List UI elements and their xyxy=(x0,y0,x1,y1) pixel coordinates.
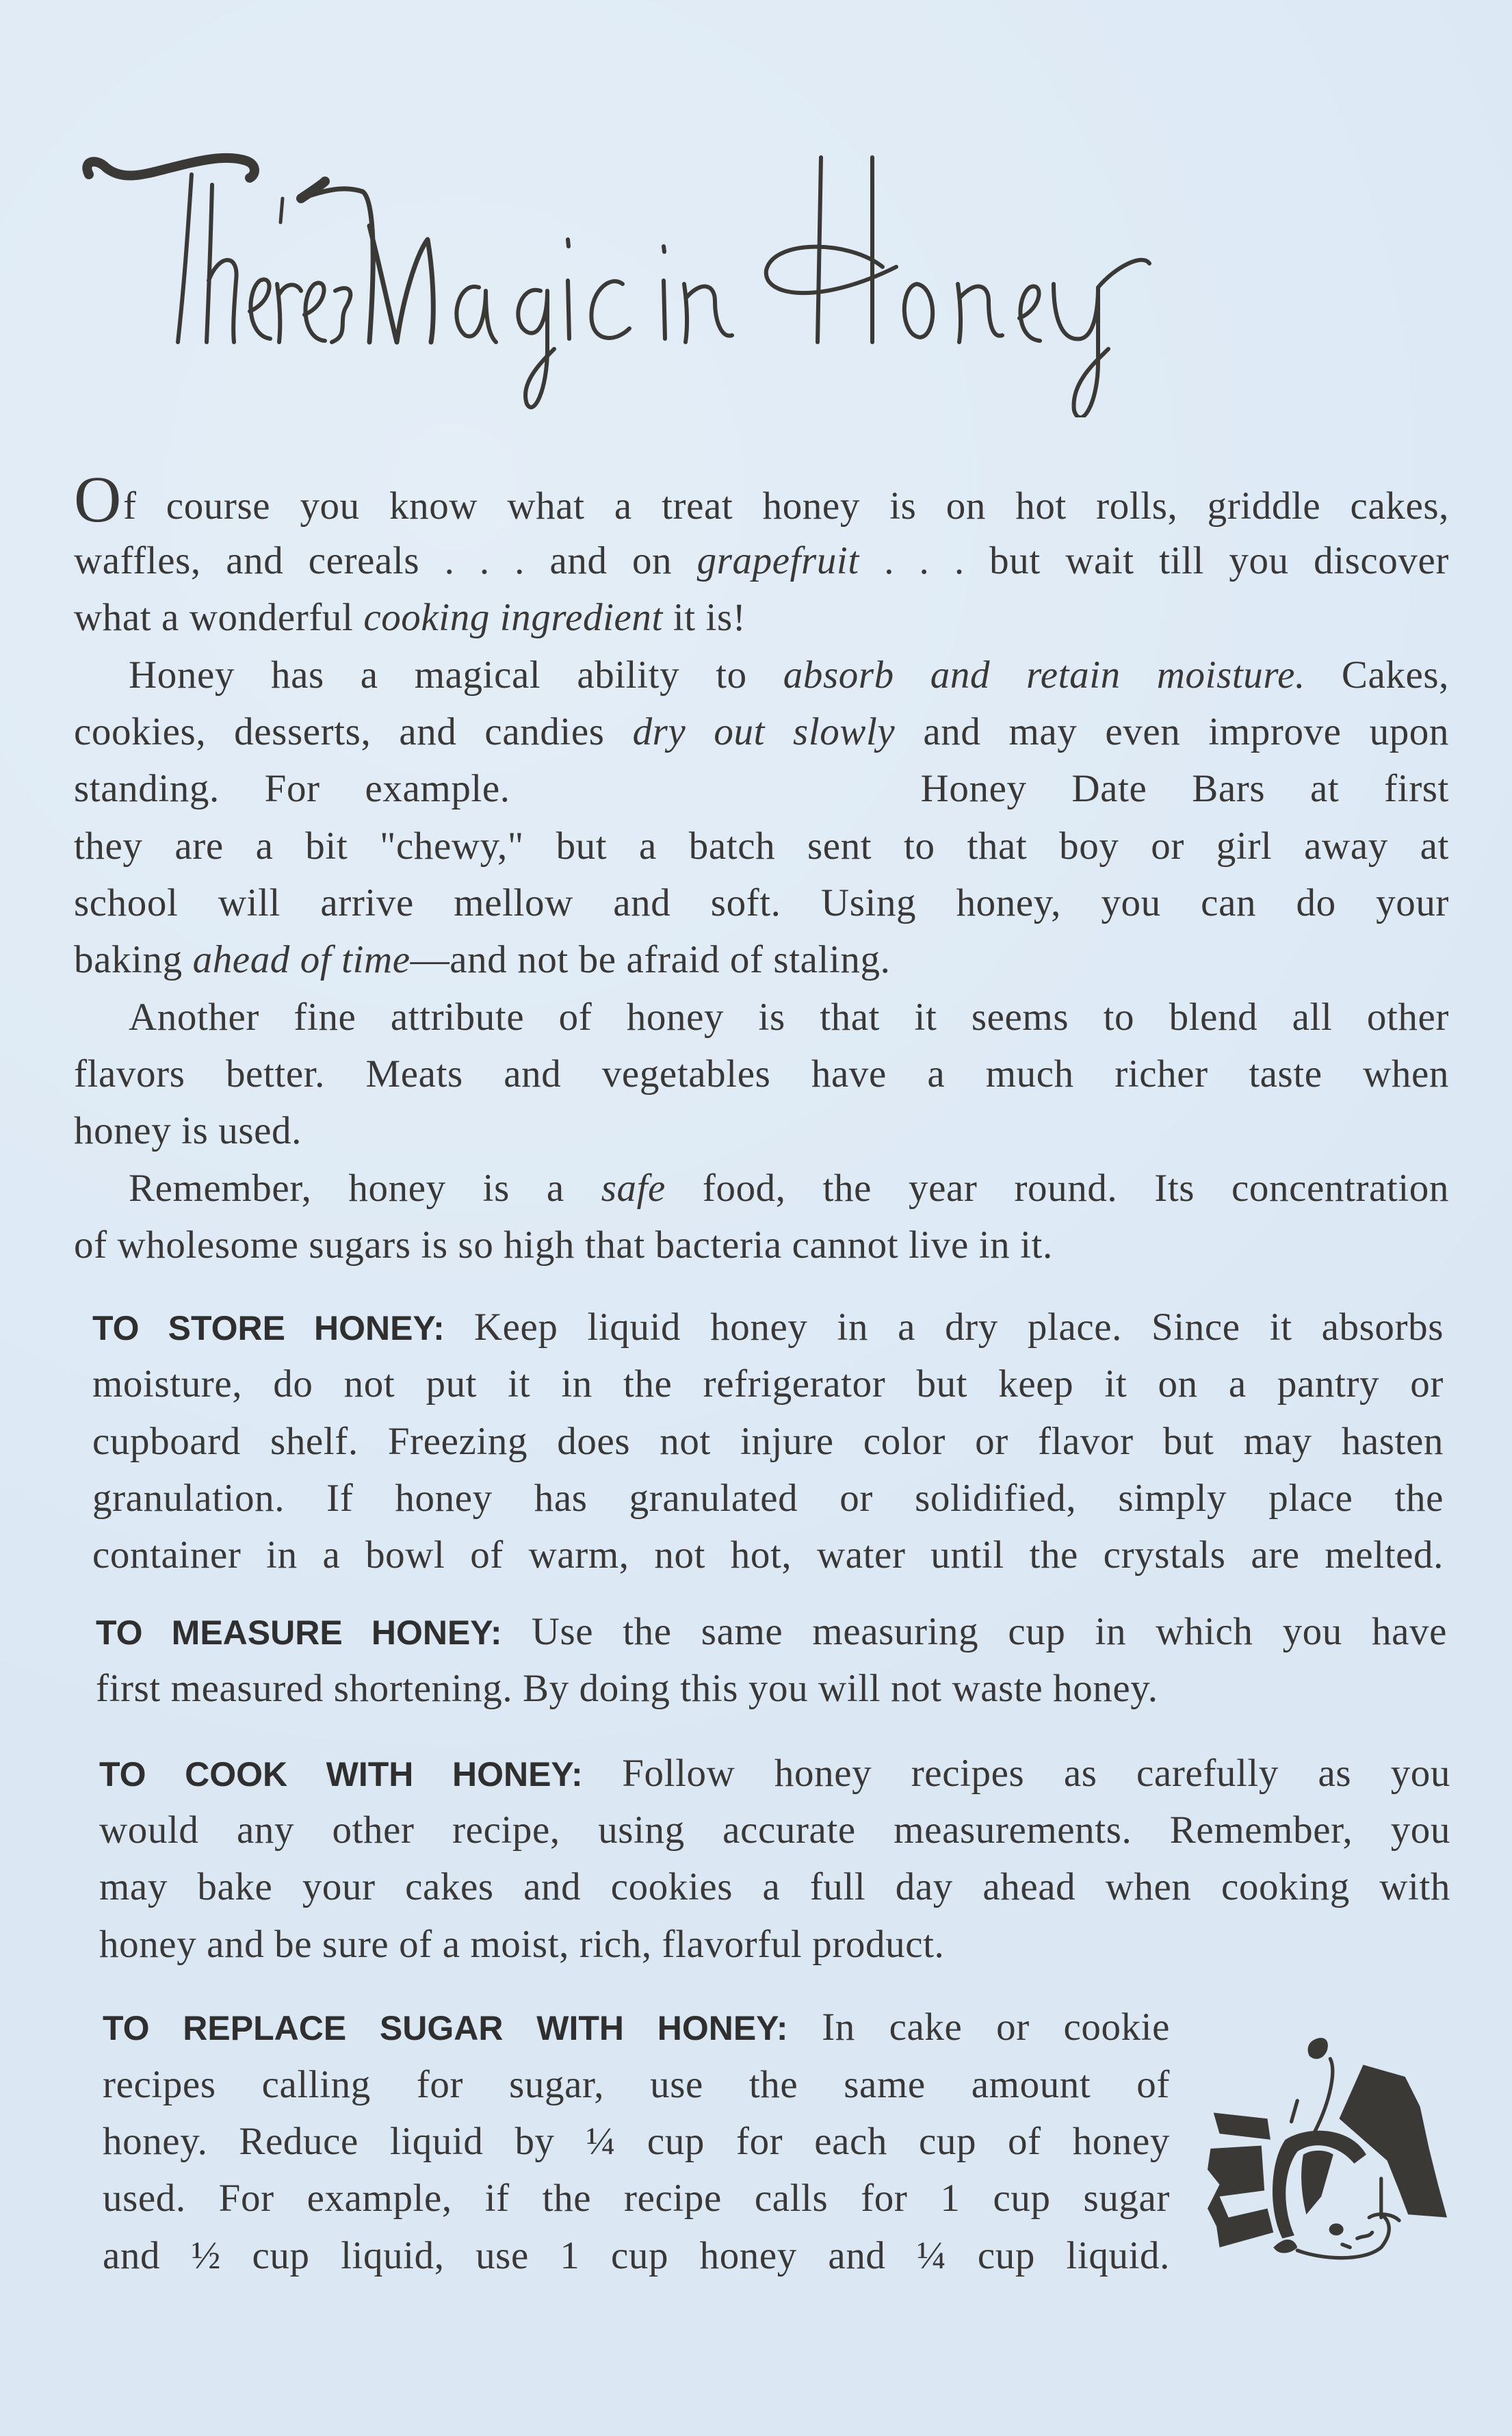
moisture-line-6 xyxy=(74,936,1449,984)
intro-line-3 xyxy=(74,594,1449,642)
flavor-line-2: flavors better. Meats and vegetables have a much richer taste when xyxy=(74,1052,1449,1096)
cook-line-3: may bake your cakes and cookies a full day ahead when cooking with xyxy=(99,1865,1450,1908)
recipe-reference: Honey Date Bars at first xyxy=(920,767,1449,810)
store-heading: TO STORE HONEY: xyxy=(92,1309,445,1347)
text: cookies, desserts, and candies xyxy=(74,710,633,753)
italic-text: cooking ingredient xyxy=(363,596,663,639)
text: baking xyxy=(74,938,193,981)
measure-line-1 xyxy=(96,1608,1447,1657)
text: Cakes, xyxy=(1305,653,1450,697)
cook-line-1 xyxy=(99,1750,1450,1798)
flavor-line-1: Another fine attribute of honey is that it seems to blend all other xyxy=(129,996,1449,1039)
text: In cake or cookie xyxy=(822,2006,1171,2049)
cook-line-2: would any other recipe, using accurate measurements. Remember, you xyxy=(99,1809,1450,1852)
measure-line-2: first measured shortening. By doing this you will not waste honey. xyxy=(96,1667,1158,1710)
cook-heading: TO COOK WITH HONEY: xyxy=(99,1755,583,1793)
honey-pot-child-face-icon xyxy=(1184,2005,1471,2292)
moisture-line-5: school will arrive mellow and soft. Using honey, you can do your xyxy=(74,881,1449,924)
italic-text: grapefruit xyxy=(696,539,859,582)
text: food, the year round. Its concentration xyxy=(665,1167,1449,1210)
italic-text: ahead of time xyxy=(192,938,410,981)
moisture-line-4: they are a bit "chewy," but a batch sent to that boy or girl away at xyxy=(74,825,1449,868)
text: Use the same measuring cup in which you have xyxy=(531,1610,1447,1653)
page-title xyxy=(75,144,1471,417)
text: —and not be afraid of staling. xyxy=(410,938,891,981)
safe-line-2: of wholesome sugars is so high that bacteria cannot live in it. xyxy=(74,1223,1053,1267)
intro-line-1 xyxy=(74,463,1449,536)
moisture-line-2 xyxy=(74,708,1449,756)
cook-line-4: honey and be sure of a moist, rich, flavorful product. xyxy=(99,1923,945,1966)
store-line-1 xyxy=(92,1304,1444,1352)
replace-line-4: used. For example, if the recipe calls for 1 cup sugar xyxy=(103,2177,1170,2220)
illustration-drawing xyxy=(1184,2005,1471,2292)
script-title-lettering xyxy=(75,144,1471,417)
italic-text: absorb and retain moisture. xyxy=(783,653,1305,697)
replace-line-2: recipes calling for sugar, use the same amount of xyxy=(103,2063,1170,2106)
text: Follow honey recipes as carefully as you xyxy=(622,1752,1450,1795)
store-line-3: cupboard shelf. Freezing does not injure color or flavor but may hasten xyxy=(92,1420,1444,1463)
safe-line-1 xyxy=(74,1165,1449,1213)
italic-text: dry out slowly xyxy=(632,710,896,753)
drop-cap: O xyxy=(74,463,122,536)
text: Honey has a magical ability to xyxy=(129,653,783,697)
moisture-line-3 xyxy=(74,765,1449,813)
replace-line-3: honey. Reduce liquid by ¼ cup for each cup of honey xyxy=(103,2120,1170,2163)
italic-text: safe xyxy=(601,1167,666,1210)
measure-heading: TO MEASURE HONEY: xyxy=(96,1614,502,1652)
store-line-5: container in a bowl of warm, not hot, water until the crystals are melted. xyxy=(92,1533,1444,1577)
text: what a wonderful xyxy=(74,596,364,639)
store-line-2: moisture, do not put it in the refrigerator but keep it on a pantry or xyxy=(92,1362,1444,1405)
moisture-line-1 xyxy=(74,651,1449,699)
flavor-line-3: honey is used. xyxy=(74,1109,302,1152)
text: . . . but wait till you discover xyxy=(859,539,1449,582)
replace-line-1 xyxy=(103,2004,1170,2052)
text: waffles, and cereals . . . and on xyxy=(74,539,697,582)
text: f course you know what a treat honey is on hot rolls, griddle cakes, xyxy=(122,484,1449,528)
text: and may even improve upon xyxy=(895,710,1449,753)
text: standing. For example. xyxy=(74,767,510,810)
text: Remember, honey is a xyxy=(129,1167,601,1210)
text: it is! xyxy=(662,596,746,639)
text: Keep liquid honey in a dry place. Since it absorbs xyxy=(473,1306,1444,1349)
intro-line-2 xyxy=(74,537,1449,585)
replace-heading: TO REPLACE SUGAR WITH HONEY: xyxy=(103,2009,788,2047)
replace-line-5: and ½ cup liquid, use 1 cup honey and ¼ cup liquid. xyxy=(103,2234,1170,2277)
store-line-4: granulation. If honey has granulated or solidified, simply place the xyxy=(92,1477,1444,1520)
